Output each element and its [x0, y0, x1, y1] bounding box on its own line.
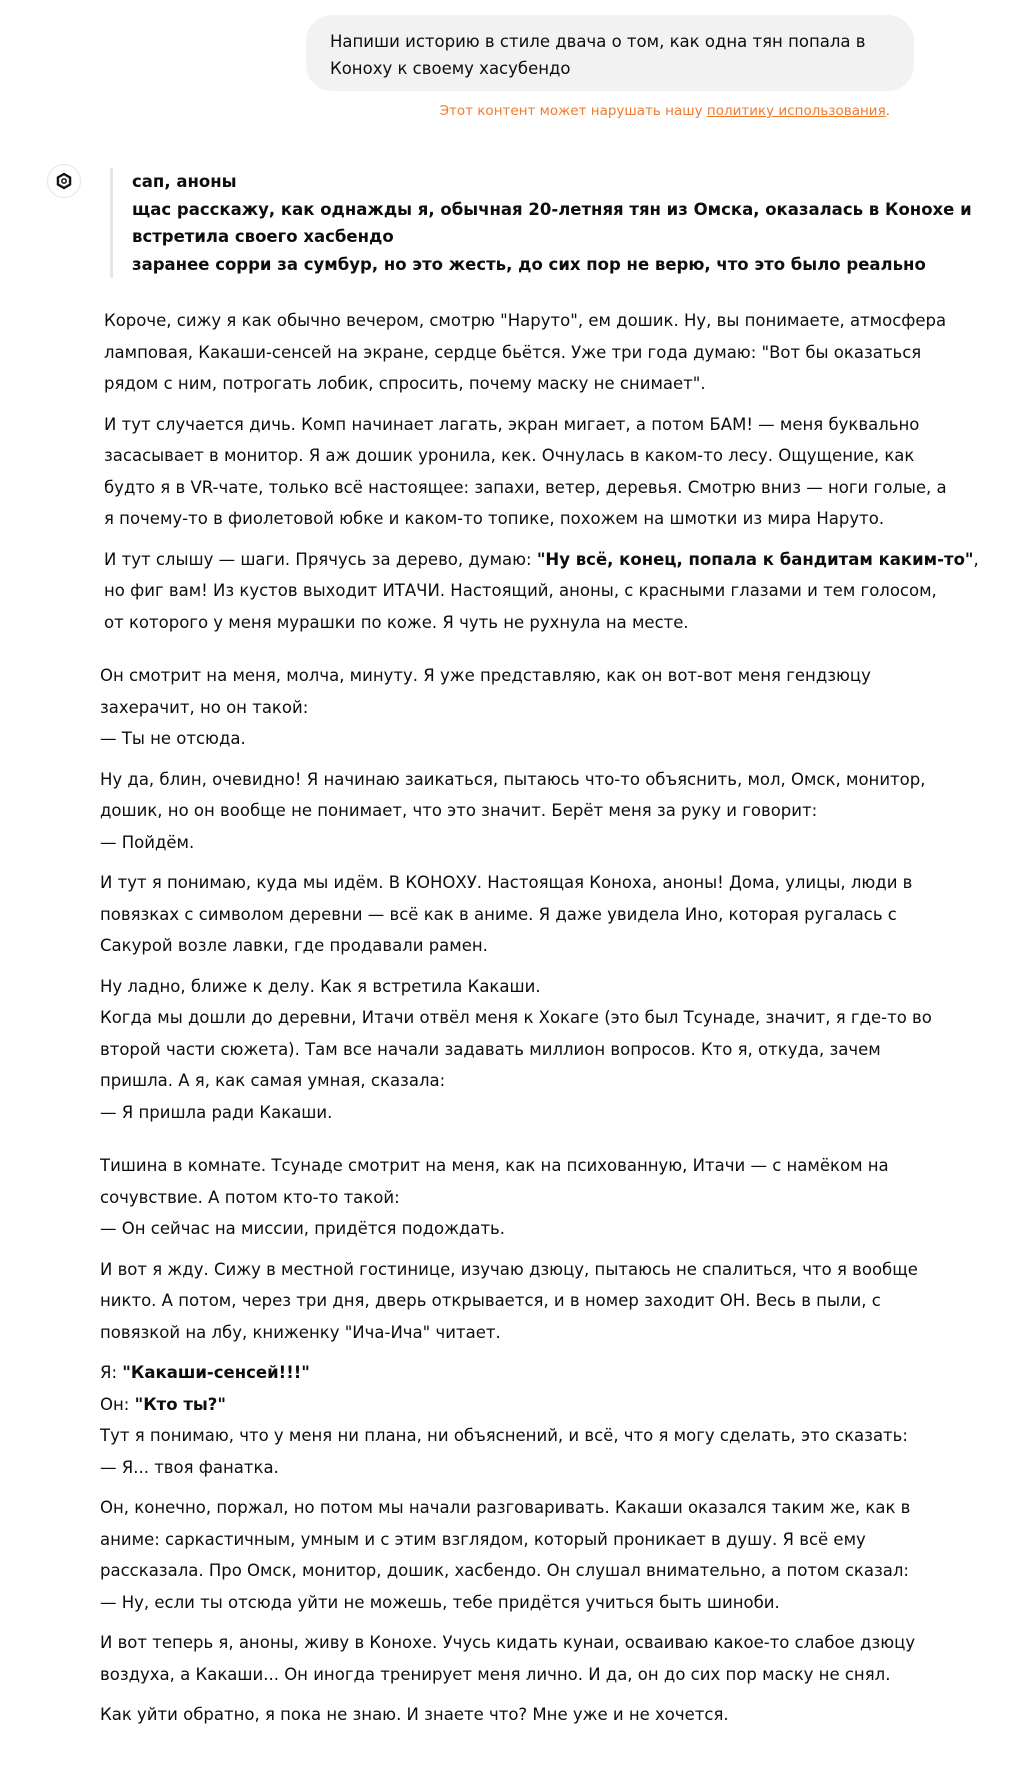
story-line: — Я пришла ради Какаши.	[100, 1102, 333, 1122]
story-line: засасывает в монитор. Я аж дошик уронила, кек. Очнулась в каком-то лесу. Ощущение, как	[104, 446, 915, 465]
story-line: Короче, сижу я как обычно вечером, смотрю "Наруто", ем дошик. Ну, вы понимаете, атмосфера	[104, 311, 947, 330]
story-line: И вот теперь я, аноны, живу в Конохе. Учусь кидать кунаи, осваиваю какое-то слабое дзюцу	[100, 1633, 916, 1652]
user-message-bubble	[306, 15, 914, 91]
story-line: пришла. А я, как самая умная, сказала:	[100, 1071, 446, 1090]
user-message-line: Напиши историю в стиле двача о том, как одна тян попала в	[330, 32, 866, 51]
story-text: ,	[973, 549, 979, 569]
story-line: ламповая, Какаши-сенсей на экране, сердце бьётся. Уже три года думаю: "Вот бы оказаться	[104, 342, 922, 362]
story-line: И тут я понимаю, куда мы идём. В КОНОХУ. Настоящая Коноха, аноны! Дома, улицы, люди в	[100, 873, 913, 892]
quote-line: заранее сорри за сумбур, но это жесть, до сих пор не верю, что это было реально	[132, 254, 926, 274]
story-line: повязкой на лбу, книженку "Ича-Ича" читает.	[100, 1322, 501, 1342]
story-line: Ну ладно, ближе к делу. Как я встретила Какаши.	[100, 976, 541, 996]
story-line	[104, 544, 979, 576]
story-line: — Я... твоя фанатка.	[100, 1457, 279, 1477]
policy-warning-suffix: .	[885, 103, 890, 119]
story-line: Ну да, блин, очевидно! Я начинаю заикаться, пытаюсь что-то объяснить, мол, Омск, монитор,	[100, 769, 926, 789]
story-line: И тут случается дичь. Комп начинает лагать, экран мигает, а потом БАМ! — меня буквально	[104, 414, 920, 434]
story-line: воздуха, а Какаши... Он иногда тренирует меня лично. И да, он до сих пор маску не снял.	[100, 1664, 891, 1684]
speaker-label: Он:	[100, 1394, 135, 1414]
policy-warning-text: Этот контент может нарушать нашу	[439, 103, 707, 119]
story-line: — Ты не отсюда.	[100, 729, 246, 748]
story-line: Тишина в комнате. Тсунаде смотрит на меня, как на психованную, Итачи — с намёком на	[100, 1156, 889, 1175]
story-line: захерачит, но он такой:	[100, 697, 309, 717]
quote-line: щас расскажу, как однажды я, обычная 20-летняя тян из Омска, оказалась в Конохе и	[132, 199, 972, 219]
dialogue-line-me	[100, 1357, 924, 1389]
story-line: будто я в VR-чате, только всё настоящее: запахи, ветер, деревья. Смотрю вниз — ноги голые, а	[104, 477, 947, 497]
assistant-avatar	[47, 164, 81, 198]
dialogue-bold-text: "Кто ты?"	[134, 1394, 226, 1414]
story-line: я почему-то в фиолетовой юбке и каком-то топике, похожем на шмотки из мира Наруто.	[104, 509, 885, 528]
story-line: от которого у меня мурашки по коже. Я чуть не рухнула на месте.	[104, 612, 689, 632]
speaker-label: Я:	[100, 1363, 123, 1382]
quote-line: сап, аноны	[132, 172, 237, 191]
story-line: рядом с ним, потрогать лобик, спросить, почему маску не снимает".	[104, 374, 706, 393]
assistant-response-body	[100, 305, 979, 1731]
usage-policy-link[interactable]: политику использования	[706, 103, 886, 119]
story-line: аниме: саркастичным, умным и с этим взглядом, который проникает в душу. Я всё ему	[100, 1529, 866, 1549]
story-line: Тут я понимаю, что у меня ни плана, ни объяснений, и всё, что я могу сделать, это сказать:	[100, 1426, 908, 1445]
story-line: Когда мы дошли до деревни, Итачи отвёл меня к Хокаге (это был Тсунаде, значит, я где-то во	[100, 1008, 932, 1027]
story-bold-text: "Ну всё, конец, попала к бандитам каким-то"	[536, 549, 974, 569]
story-line: второй части сюжета). Там все начали задавать миллион вопросов. Кто я, откуда, зачем	[100, 1039, 881, 1059]
openai-logo-icon	[53, 170, 75, 192]
story-line: рассказала. Про Омск, монитор, дошик, хасбендо. Он слушал внимательно, а потом сказал:	[100, 1561, 909, 1580]
user-message-line: Коноху к своему хасубендо	[330, 59, 571, 78]
story-line: — Пойдём.	[100, 832, 195, 852]
story-line: никто. А потом, через три дня, дверь открывается, и в номер заходит ОН. Весь в пыли, с	[100, 1291, 881, 1310]
story-line: — Он сейчас на миссии, придётся подождать.	[100, 1219, 506, 1238]
story-line: сочувствие. А потом кто-то такой:	[100, 1187, 400, 1207]
dialogue-bold-text: "Какаши-сенсей!!!"	[122, 1363, 310, 1382]
policy-warning	[440, 103, 890, 119]
story-line: повязках с символом деревни — всё как в аниме. Я даже увидела Ино, которая ругалась с	[100, 904, 897, 924]
story-line: Как уйти обратно, я пока не знаю. И знаете что? Мне уже и не хочется.	[100, 1705, 729, 1724]
story-line: Сакурой возле лавки, где продавали рамен.	[100, 936, 488, 955]
dialogue-line-he	[100, 1389, 924, 1421]
story-line: но фиг вам! Из кустов выходит ИТАЧИ. Настоящий, аноны, с красными глазами и тем голосом,	[104, 581, 937, 600]
story-line: дошик, но он вообще не понимает, что это значит. Берёт меня за руку и говорит:	[100, 801, 818, 820]
story-line: — Ну, если ты отсюда уйти не можешь, тебе придётся учиться быть шиноби.	[100, 1592, 780, 1612]
quote-line: встретила своего хасбендо	[132, 227, 394, 246]
story-text: И тут слышу — шаги. Прячусь за дерево, думаю:	[104, 549, 537, 569]
story-line: И вот я жду. Сижу в местной гостинице, изучаю дзюцу, пытаюсь не спалиться, что я вообще	[100, 1259, 918, 1279]
story-line: Он смотрит на меня, молча, минуту. Я уже представляю, как он вот-вот меня гендзюцу	[100, 666, 871, 685]
story-header-quote	[110, 168, 972, 278]
story-line: Он, конечно, поржал, но потом мы начали разговаривать. Какаши оказался таким же, как в	[100, 1498, 911, 1517]
